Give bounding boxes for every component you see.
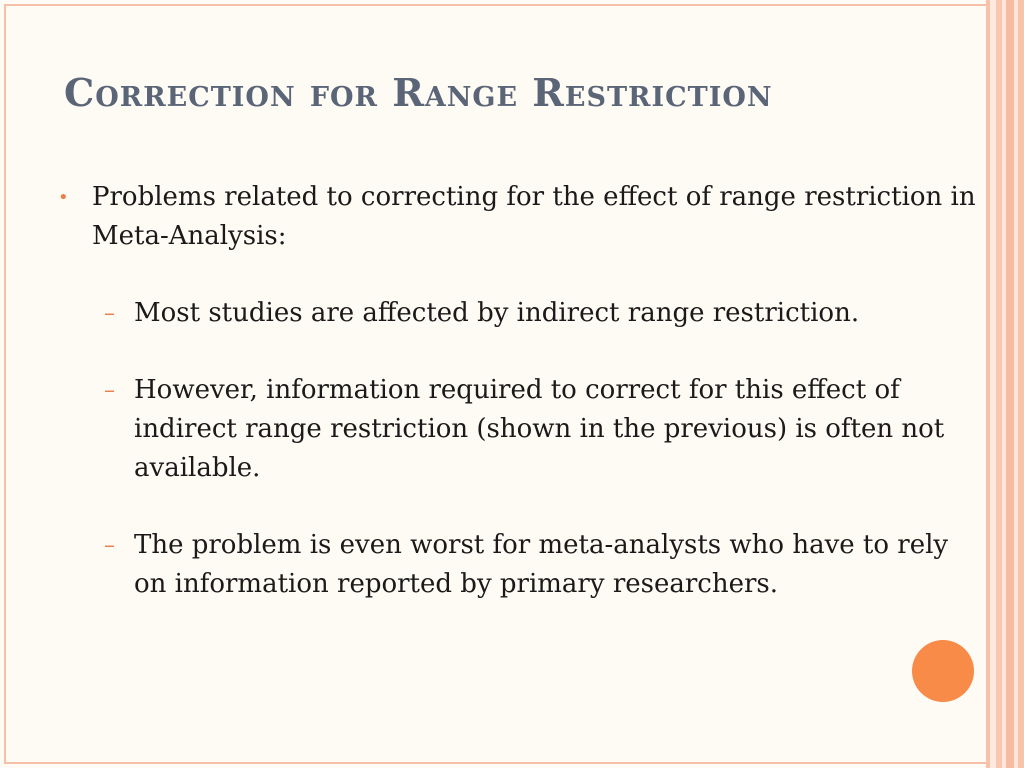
stripe <box>1014 0 1018 768</box>
slide-body <box>56 178 976 642</box>
stripe <box>986 0 990 768</box>
dash-marker-icon: – <box>104 301 115 326</box>
stripe <box>990 0 996 768</box>
stripe <box>1002 0 1006 768</box>
sub-bullet-item <box>56 294 976 333</box>
bullet-item <box>56 178 976 256</box>
sub-bullet-item <box>56 526 976 604</box>
stripe <box>1006 0 1014 768</box>
sub-bullet-text: However, information required to correct for this effect of indirect range restriction (shown in the previous) is often not available. <box>134 375 945 483</box>
stripe <box>1018 0 1024 768</box>
bullet-marker-icon: • <box>58 187 69 208</box>
sub-bullet-text: The problem is even worst for meta-analysts who have to rely on information reported by primary researchers. <box>134 530 949 599</box>
bullet-text: Problems related to correcting for the effect of range restriction in Meta-Analysis: <box>92 182 976 251</box>
dash-marker-icon: – <box>104 533 115 558</box>
stripe <box>996 0 1002 768</box>
sub-bullet-item <box>56 371 976 488</box>
decorative-stripes <box>976 0 1024 768</box>
decorative-circle-icon <box>912 640 974 702</box>
slide-title: Correction for Range Restriction <box>64 70 773 115</box>
dash-marker-icon: – <box>104 378 115 403</box>
sub-bullet-text: Most studies are affected by indirect range restriction. <box>134 298 860 328</box>
